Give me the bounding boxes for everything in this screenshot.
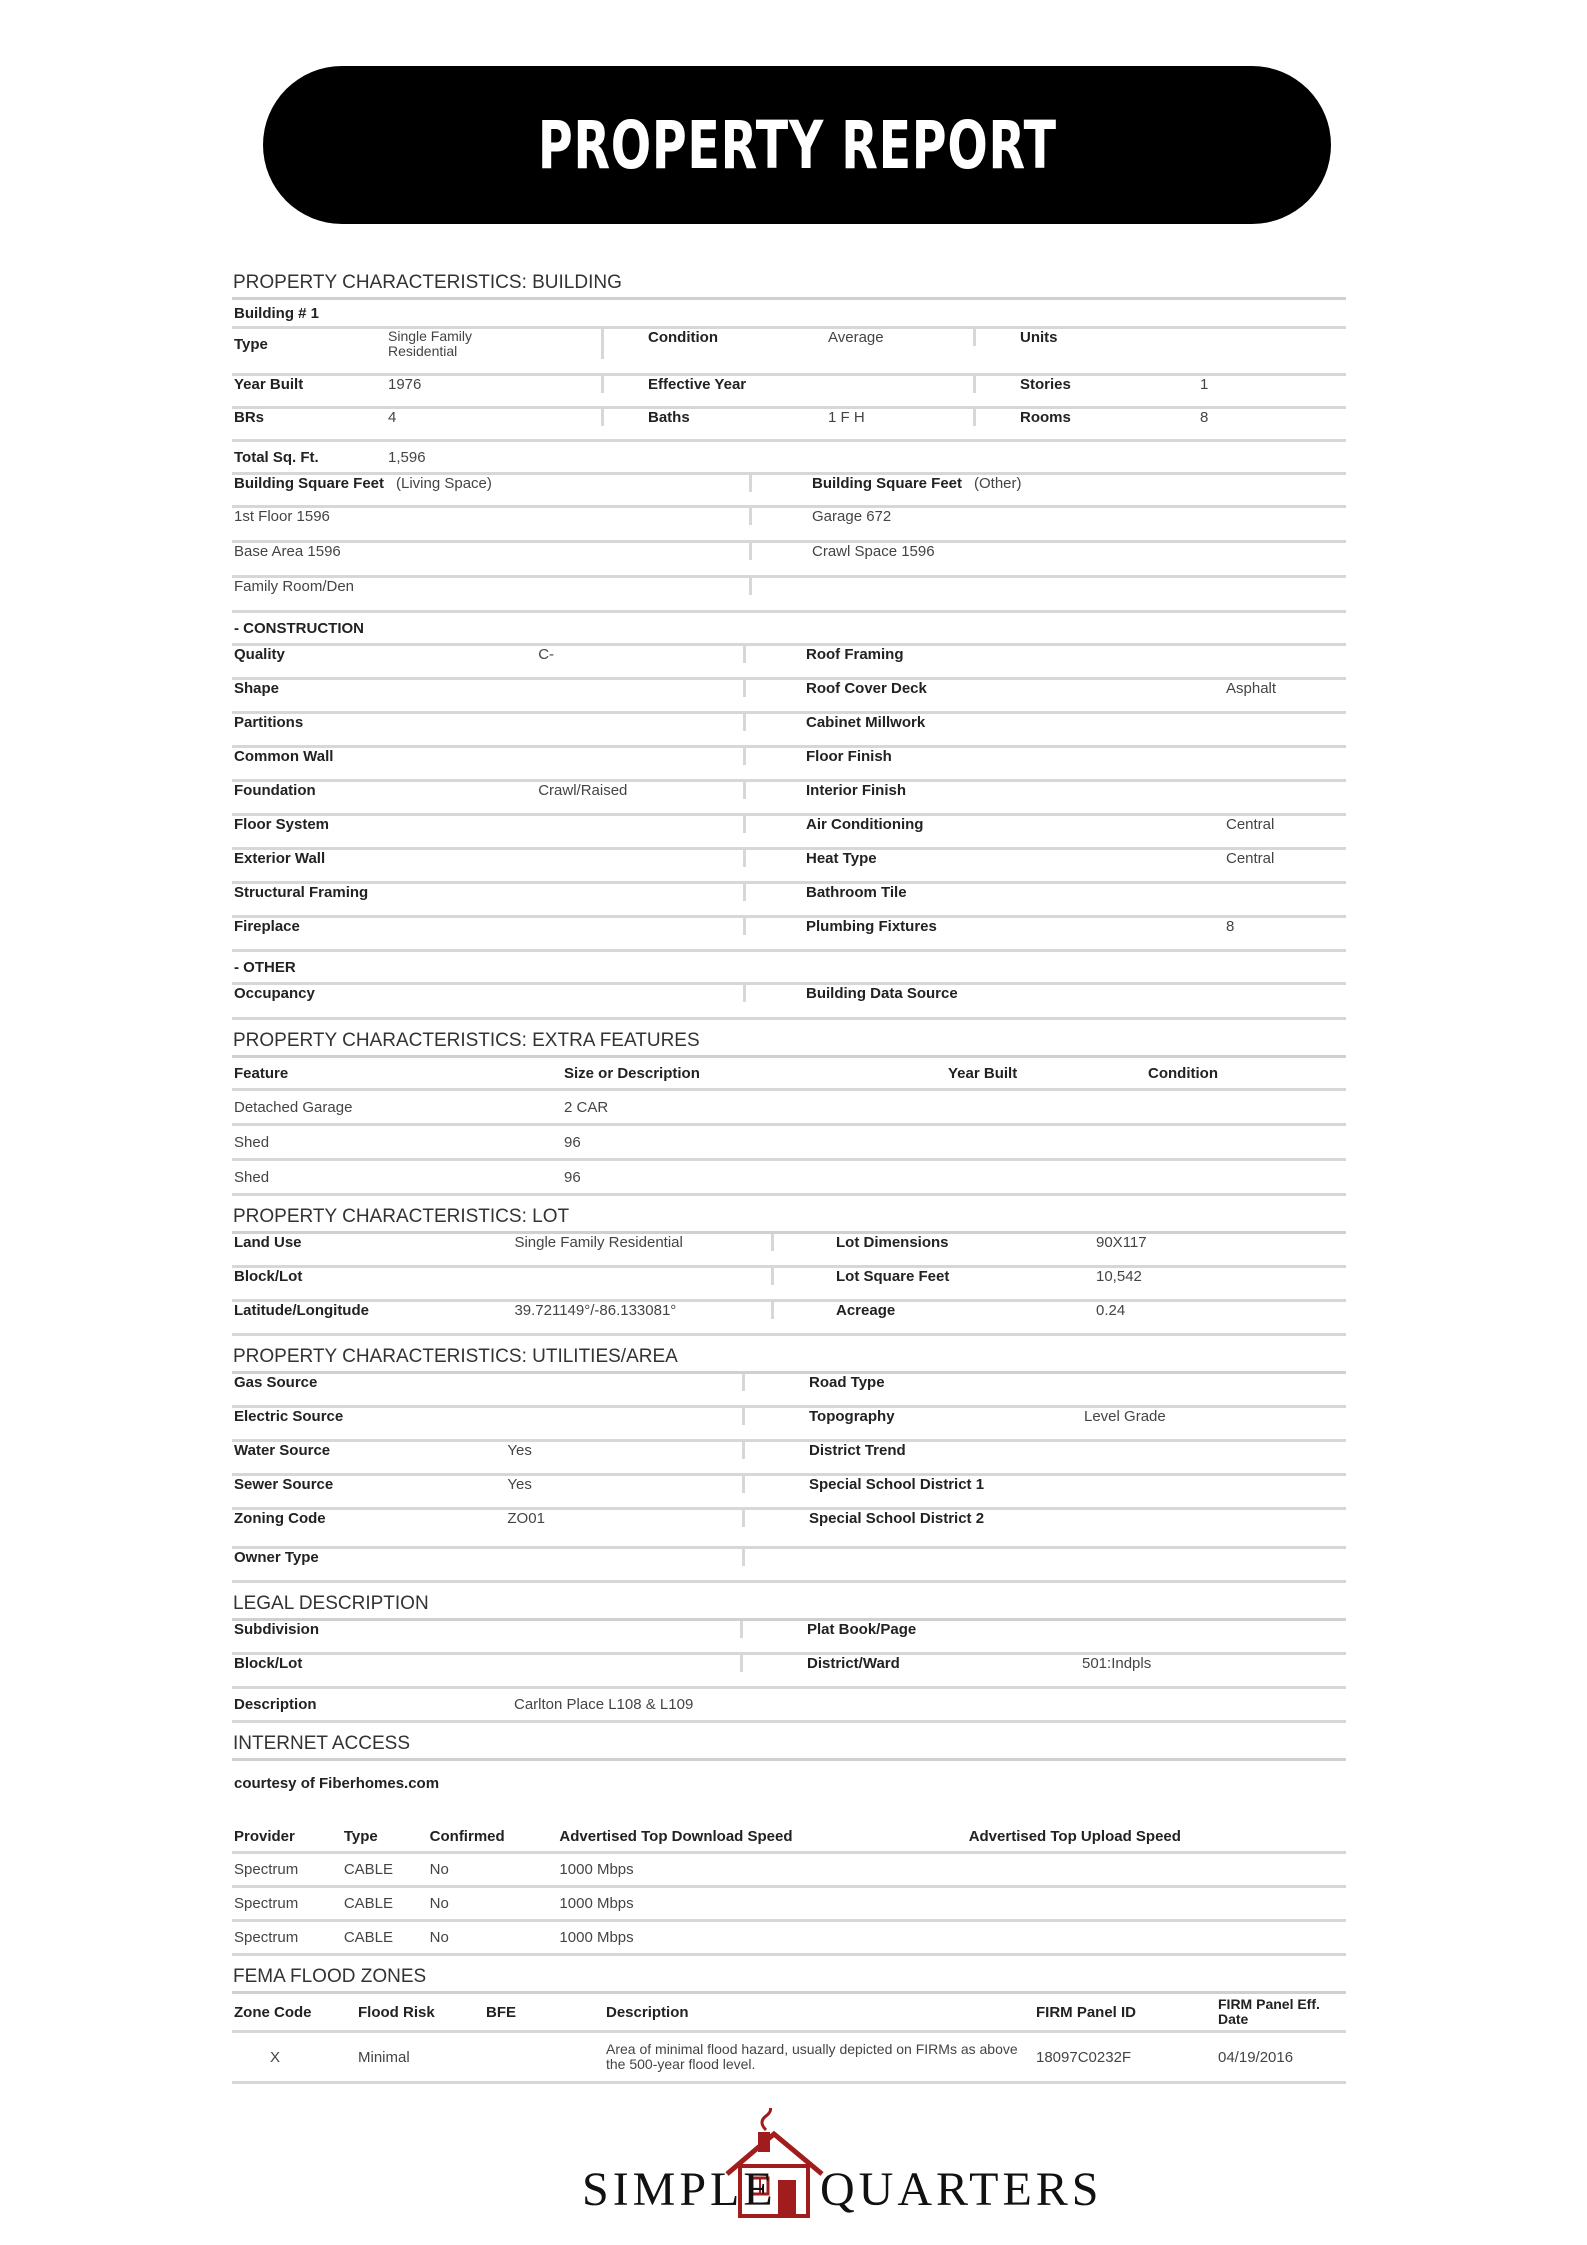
field-value: 8 — [1200, 409, 1209, 426]
living-cell — [232, 578, 752, 595]
construction-header-row — [232, 613, 1346, 646]
field-label: Water Source — [234, 1442, 331, 1459]
field-label: Roof Cover Deck — [806, 680, 927, 697]
left-half — [232, 782, 746, 799]
field-value: Single Family Residential — [514, 1234, 683, 1251]
field-value: C- — [538, 646, 555, 663]
left-half — [232, 1655, 743, 1672]
field-label: Structural Framing — [234, 884, 369, 901]
field-label: Plumbing Fixtures — [806, 918, 937, 935]
field-label: Road Type — [809, 1374, 885, 1391]
internet-cell: Spectrum — [234, 1861, 299, 1878]
internet-cell: 1000 Mbps — [559, 1929, 634, 1946]
extra-row — [232, 1161, 1346, 1196]
right-half — [743, 1655, 1280, 1672]
field-value: Single Family Residential — [388, 328, 473, 359]
other-section-header: - OTHER — [234, 958, 296, 976]
building-field-group — [976, 329, 1346, 346]
legal-description-row — [232, 1689, 1346, 1723]
field-label: District Trend — [809, 1442, 906, 1459]
field-label: Lot Square Feet — [836, 1268, 950, 1285]
internet-row — [232, 1922, 1346, 1956]
field-label: Special School District 1 — [809, 1476, 985, 1493]
construction-row — [232, 748, 1346, 782]
right-half — [774, 1268, 1294, 1285]
field-label: Heat Type — [806, 850, 877, 867]
field-label: Occupancy — [234, 985, 315, 1002]
other-row — [232, 985, 1346, 1020]
right-half — [746, 918, 1344, 935]
utilities-row — [232, 1442, 1346, 1476]
building-field-group — [232, 376, 604, 393]
other-cell — [752, 543, 1210, 560]
building-field-group — [976, 376, 1346, 393]
field-value: ZO01 — [507, 1510, 545, 1527]
field-label: Plat Book/Page — [807, 1621, 917, 1638]
field-label: Stories — [1020, 376, 1071, 393]
column-header: Type — [343, 1827, 378, 1845]
field-label: Rooms — [1020, 409, 1071, 426]
left-half — [232, 646, 746, 663]
left-half — [232, 714, 746, 731]
section-legal: LEGAL DESCRIPTION — [232, 1589, 1346, 1621]
sqft-row — [232, 508, 1346, 543]
utilities-row — [232, 1549, 1346, 1583]
field-label: Description — [234, 1696, 317, 1713]
internet-cell: No — [429, 1895, 449, 1912]
right-half — [746, 884, 1344, 901]
other-cell — [752, 508, 1210, 525]
right-half — [746, 714, 1344, 731]
legal-row — [232, 1621, 1346, 1655]
right-half — [746, 680, 1344, 697]
total-sqft-row — [232, 442, 1346, 475]
fema-cell: X — [270, 2048, 281, 2066]
other-header-label: Building Square Feet — [812, 475, 963, 492]
utilities-row — [232, 1510, 1346, 1549]
lot-row — [232, 1234, 1346, 1268]
left-half — [232, 1374, 745, 1391]
construction-row — [232, 680, 1346, 714]
column-header: Description — [606, 2003, 689, 2021]
utilities-row — [232, 1408, 1346, 1442]
brand-right-text: QUARTERS — [820, 2163, 1103, 2216]
living-cell — [232, 543, 752, 560]
fema-cell: 18097C0232F — [1036, 2048, 1132, 2066]
field-label: Floor Finish — [806, 748, 892, 765]
field-label: Special School District 2 — [809, 1510, 985, 1527]
field-value: Yes — [507, 1476, 532, 1493]
construction-row — [232, 782, 1346, 816]
right-half — [745, 1510, 1282, 1527]
section-utilities: PROPERTY CHARACTERISTICS: UTILITIES/AREA — [232, 1342, 1346, 1374]
right-half — [774, 1234, 1294, 1251]
construction-row — [232, 918, 1346, 952]
field-label: Topography — [809, 1408, 895, 1425]
fema-cell: 04/19/2016 — [1218, 2048, 1294, 2066]
field-label: Partitions — [234, 714, 304, 731]
column-header: Flood Risk — [358, 2003, 435, 2021]
extra-cell: 2 CAR — [564, 1098, 609, 1116]
right-half — [746, 646, 1344, 663]
property-report — [232, 262, 1346, 2084]
building-row — [232, 329, 1346, 376]
title-banner — [263, 66, 1331, 224]
field-label: Block/Lot — [234, 1268, 303, 1285]
field-value: 10,542 — [1096, 1268, 1142, 1285]
sqft-row — [232, 578, 1346, 613]
right-half — [745, 1374, 1282, 1391]
field-label: Total Sq. Ft. — [234, 448, 319, 466]
other-header — [752, 475, 1090, 492]
field-value: 1 — [1200, 376, 1209, 393]
extra-row — [232, 1126, 1346, 1161]
extra-cell: Shed — [234, 1133, 270, 1151]
column-header: FIRM Panel ID — [1036, 2003, 1137, 2021]
building-number-row — [232, 300, 1346, 329]
left-half — [232, 918, 746, 935]
field-label: Land Use — [234, 1234, 302, 1251]
column-header: Feature — [234, 1064, 289, 1082]
field-label: Air Conditioning — [806, 816, 924, 833]
field-value: 1,596 — [388, 448, 426, 466]
other-header-row — [232, 952, 1346, 985]
internet-cell: 1000 Mbps — [559, 1861, 634, 1878]
building-number: Building # 1 — [234, 304, 320, 322]
section-internet: INTERNET ACCESS — [232, 1729, 1346, 1761]
sqft-header-row — [232, 475, 1346, 508]
extra-cell: 96 — [564, 1133, 581, 1151]
field-value: 1976 — [388, 376, 422, 393]
internet-cell: CABLE — [343, 1861, 394, 1878]
field-value: 90X117 — [1096, 1234, 1147, 1251]
field-value: Crawl/Raised — [538, 782, 628, 799]
right-half — [774, 1302, 1294, 1319]
living-area: Family Room/Den — [234, 578, 355, 595]
field-label: Common Wall — [234, 748, 334, 765]
field-label: Zoning Code — [234, 1510, 326, 1527]
field-value: Asphalt — [1226, 680, 1277, 697]
field-value: 8 — [1226, 918, 1235, 935]
brand-logo — [582, 2108, 1103, 2218]
fema-row — [232, 2033, 1346, 2084]
column-header: Year Built — [948, 1064, 1018, 1082]
building-field-group — [232, 329, 604, 359]
internet-cell: CABLE — [343, 1895, 394, 1912]
legal-row — [232, 1655, 1346, 1689]
courtesy-line: courtesy of Fiberhomes.com — [234, 1775, 440, 1792]
living-header-suffix: (Living Space) — [396, 475, 492, 492]
field-label: Exterior Wall — [234, 850, 326, 867]
utilities-row — [232, 1476, 1346, 1510]
building-row — [232, 376, 1346, 409]
internet-cell: Spectrum — [234, 1895, 299, 1912]
left-half — [232, 1302, 774, 1319]
field-label: Latitude/Longitude — [234, 1302, 369, 1319]
extra-header-row — [232, 1058, 1346, 1091]
internet-row — [232, 1888, 1346, 1922]
other-header-suffix: (Other) — [974, 475, 1022, 492]
field-value: Level Grade — [1084, 1408, 1166, 1425]
sqft-row — [232, 543, 1346, 578]
field-label: Bathroom Tile — [806, 884, 907, 901]
living-header-label: Building Square Feet — [234, 475, 385, 492]
internet-row — [232, 1854, 1346, 1888]
field-label: Cabinet Millwork — [806, 714, 926, 731]
field-label: BRs — [234, 409, 265, 426]
right-half — [743, 1621, 1280, 1638]
field-label: Baths — [648, 409, 690, 426]
construction-row — [232, 816, 1346, 850]
field-label: Shape — [234, 680, 280, 697]
construction-row — [232, 850, 1346, 884]
building-field-group — [976, 409, 1346, 426]
right-half — [746, 985, 1344, 1002]
utilities-row — [232, 1374, 1346, 1408]
section-extra-features: PROPERTY CHARACTERISTICS: EXTRA FEATURES — [232, 1026, 1346, 1058]
left-half — [232, 1268, 774, 1285]
brand-left-text: SIMPLE — [582, 2163, 777, 2216]
field-label: District/Ward — [807, 1655, 900, 1672]
internet-cell: Spectrum — [234, 1929, 299, 1946]
column-header: BFE — [486, 2003, 516, 2021]
field-value: 0.24 — [1096, 1302, 1126, 1319]
field-label: Type — [234, 335, 268, 353]
field-label: Sewer Source — [234, 1476, 334, 1493]
left-half — [232, 1510, 745, 1527]
building-field-group — [604, 376, 976, 393]
extra-cell: Shed — [234, 1168, 270, 1186]
living-cell — [232, 508, 752, 525]
fema-cell: Area of minimal flood hazard, usually depicted on FIRMs as above the 500-year flood level. — [606, 2041, 1018, 2072]
field-label: Floor System — [234, 816, 330, 833]
field-label: Year Built — [234, 376, 304, 393]
construction-header: - CONSTRUCTION — [234, 619, 364, 637]
field-value: Central — [1226, 850, 1275, 867]
column-header: Advertised Top Upload Speed — [968, 1827, 1181, 1845]
building-field-group — [604, 329, 976, 346]
internet-cell: 1000 Mbps — [559, 1895, 634, 1912]
building-row — [232, 409, 1346, 442]
living-area: 1st Floor 1596 — [234, 508, 330, 525]
field-value: 39.721149°/-86.133081° — [514, 1302, 677, 1319]
right-half — [746, 748, 1344, 765]
right-half — [745, 1476, 1282, 1493]
left-half — [232, 1549, 745, 1566]
right-half — [746, 850, 1344, 867]
left-half — [232, 680, 746, 697]
internet-cell: CABLE — [343, 1929, 394, 1946]
other-area: Crawl Space 1596 — [812, 543, 935, 560]
field-value: 4 — [388, 409, 397, 426]
living-area: Base Area 1596 — [234, 543, 341, 560]
field-label: Owner Type — [234, 1549, 319, 1566]
section-lot: PROPERTY CHARACTERISTICS: LOT — [232, 1202, 1346, 1234]
field-label: Condition — [648, 329, 718, 346]
column-header: Advertised Top Download Speed — [559, 1827, 793, 1845]
field-label: Foundation — [234, 782, 316, 799]
left-half — [232, 1234, 774, 1251]
right-half — [746, 816, 1344, 833]
field-label: Roof Framing — [806, 646, 904, 663]
left-half — [232, 985, 746, 1002]
field-label: Units — [1020, 329, 1058, 346]
lot-row — [232, 1302, 1346, 1336]
left-half — [232, 748, 746, 765]
column-header: Provider — [234, 1827, 295, 1845]
field-label: Block/Lot — [234, 1655, 303, 1672]
internet-cell: No — [429, 1861, 449, 1878]
extra-row — [232, 1091, 1346, 1126]
field-label: Lot Dimensions — [836, 1234, 949, 1251]
page-title: PROPERTY REPORT — [537, 106, 1057, 184]
left-half — [232, 1408, 745, 1425]
living-header — [232, 475, 752, 492]
left-half — [232, 884, 746, 901]
extra-cell: 96 — [564, 1168, 581, 1186]
left-half — [232, 850, 746, 867]
field-label: Gas Source — [234, 1374, 318, 1391]
column-header: Confirmed — [429, 1827, 505, 1845]
building-field-group — [232, 409, 604, 426]
field-value: 501:Indpls — [1082, 1655, 1152, 1672]
left-half — [232, 1442, 745, 1459]
building-field-group — [604, 409, 976, 426]
construction-row — [232, 884, 1346, 918]
left-half — [232, 1621, 743, 1638]
field-value: Yes — [507, 1442, 532, 1459]
field-label: Fireplace — [234, 918, 300, 935]
fema-header-row — [232, 1994, 1346, 2033]
field-label: Building Data Source — [806, 985, 958, 1002]
field-label: Electric Source — [234, 1408, 344, 1425]
field-value: Central — [1226, 816, 1275, 833]
field-label: Effective Year — [648, 376, 747, 393]
field-value: Carlton Place L108 & L109 — [514, 1696, 694, 1713]
column-header: Zone Code — [234, 2003, 312, 2021]
field-label: Interior Finish — [806, 782, 907, 799]
construction-row — [232, 714, 1346, 748]
fema-cell: Minimal — [358, 2048, 410, 2066]
section-building: PROPERTY CHARACTERISTICS: BUILDING — [232, 268, 1346, 300]
lot-row — [232, 1268, 1346, 1302]
field-value: 1 F H — [828, 409, 865, 426]
internet-header-row — [232, 1821, 1346, 1854]
column-header: FIRM Panel Eff. Date — [1218, 1996, 1320, 2027]
field-label: Quality — [234, 646, 285, 663]
column-header: Size or Description — [564, 1064, 700, 1082]
extra-cell: Detached Garage — [234, 1098, 353, 1116]
construction-row — [232, 646, 1346, 680]
right-half — [745, 1408, 1282, 1425]
field-value: Average — [828, 329, 884, 346]
field-label: Subdivision — [234, 1621, 320, 1638]
other-area: Garage 672 — [812, 508, 892, 525]
right-half — [745, 1442, 1282, 1459]
section-fema: FEMA FLOOD ZONES — [232, 1962, 1346, 1994]
left-half — [232, 1476, 745, 1493]
internet-cell: No — [429, 1929, 449, 1946]
column-header: Condition — [1148, 1064, 1218, 1082]
field-label: Acreage — [836, 1302, 896, 1319]
left-half — [232, 816, 746, 833]
right-half — [746, 782, 1344, 799]
